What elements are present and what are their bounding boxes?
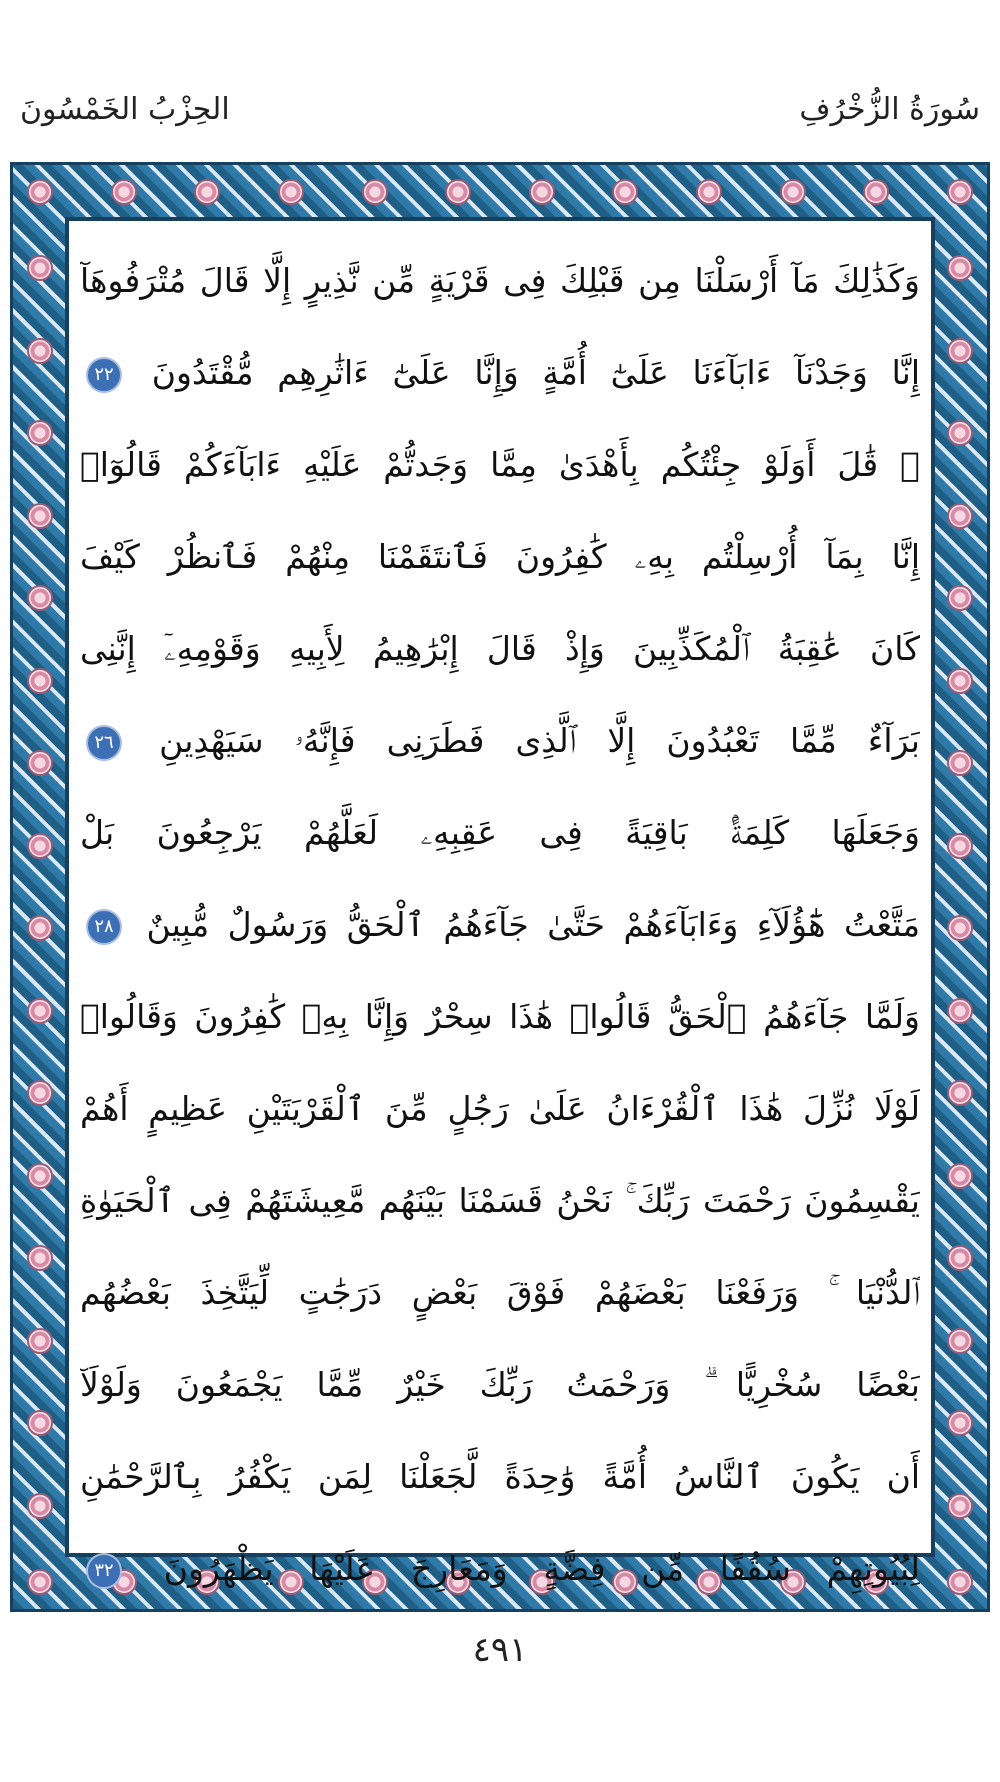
rosette-icon <box>947 503 973 529</box>
rosette-icon <box>947 585 973 611</box>
rosette-icon <box>27 179 53 205</box>
rosette-icon <box>27 750 53 776</box>
rosette-icon <box>947 750 973 776</box>
text-line: وَكَذَٰلِكَ مَآ أَرْسَلْنَا مِن قَبْلِكَ فِى قَرْيَةٍ مِّن نَّذِيرٍ إِلَّا قَالَ مُتْرَفُوهَآ <box>80 261 920 300</box>
rosette-icon <box>27 1080 53 1106</box>
rosette-icon <box>947 915 973 941</box>
rosette-icon <box>947 833 973 859</box>
text-line: بَعْضًا سُخْرِيًّا ۗ وَرَحْمَتُ رَبِّكَ خَيْرٌ مِّمَّا يَجْمَعُونَ وَلَوْلَآ <box>80 1365 920 1404</box>
text-line: مَتَّعْتُ هَٰٓؤُلَآءِ وَءَابَآءَهُمْ حَتَّىٰ جَآءَهُمُ ٱلْحَقُّ وَرَسُولٌ مُّبِينٌ ٢٨ <box>80 879 920 971</box>
rosette-icon <box>27 585 53 611</box>
rosette-icon <box>863 179 889 205</box>
rosette-icon <box>27 420 53 446</box>
top-rosette-row <box>27 179 973 205</box>
text-line: إِنَّا وَجَدْنَآ ءَابَآءَنَا عَلَىٰٓ أُمَّةٍ وَإِنَّا عَلَىٰٓ ءَاثَٰرِهِم مُّقْتَدُونَ ٢٢ <box>80 327 920 419</box>
rosette-icon <box>27 915 53 941</box>
rosette-icon <box>27 833 53 859</box>
ayah-number-marker: ٢٢ <box>86 357 122 393</box>
rosette-icon <box>696 179 722 205</box>
rosette-icon <box>947 1569 973 1595</box>
text-line: لَوْلَا نُزِّلَ هَٰذَا ٱلْقُرْءَانُ عَلَىٰ رَجُلٍ مِّنَ ٱلْقَرْيَتَيْنِ عَظِيمٍ أَهُمْ <box>80 1089 920 1128</box>
rosette-icon <box>947 1163 973 1189</box>
text-line: لِبُيُوتِهِمْ سُقُفًا مِّن فِضَّةٍ وَمَعَارِجَ عَلَيْهَا يَظْهَرُونَ ٣٢ <box>80 1523 920 1615</box>
rosette-icon <box>194 179 220 205</box>
rosette-icon <box>27 503 53 529</box>
right-rosette-column <box>947 255 973 1519</box>
ayah-number-marker: ٢٨ <box>86 909 122 945</box>
rosette-icon <box>947 1080 973 1106</box>
rosette-icon <box>27 1493 53 1519</box>
rosette-icon <box>947 1328 973 1354</box>
rosette-icon <box>612 179 638 205</box>
text-line: بَرَآءٌ مِّمَّا تَعْبُدُونَ إِلَّا ٱلَّذِى فَطَرَنِى فَإِنَّهُۥ سَيَهْدِينِ ٢٦ <box>80 695 920 787</box>
rosette-icon <box>947 1245 973 1271</box>
rosette-icon <box>445 179 471 205</box>
text-line: ٱلدُّنْيَا ۚ وَرَفَعْنَا بَعْضَهُمْ فَوْقَ بَعْضٍ دَرَجَٰتٍ لِّيَتَّخِذَ بَعْضُهُم <box>80 1273 920 1312</box>
text-line: أَن يَكُونَ ٱلنَّاسُ أُمَّةً وَٰحِدَةً لَّجَعَلْنَا لِمَن يَكْفُرُ بِٱلرَّحْمَٰنِ <box>80 1457 920 1496</box>
rosette-icon <box>278 179 304 205</box>
text-line: كَانَ عَٰقِبَةُ ٱلْمُكَذِّبِينَ وَإِذْ قَالَ إِبْرَٰهِيمُ لِأَبِيهِ وَقَوْمِهِۦٓ إِنَّنِى <box>80 629 920 668</box>
rosette-icon <box>27 1245 53 1271</box>
rosette-icon <box>27 668 53 694</box>
page-number: ٤٩١ <box>472 1630 528 1670</box>
rosette-icon <box>27 998 53 1024</box>
ayah-number-marker: ٣٢ <box>86 1553 122 1589</box>
surah-title: سُورَةُ الزُّخْرُفِ <box>799 92 980 127</box>
rosette-icon <box>111 179 137 205</box>
left-rosette-column <box>27 255 53 1519</box>
rosette-icon <box>947 998 973 1024</box>
text-line: يَقْسِمُونَ رَحْمَتَ رَبِّكَ ۚ نَحْنُ قَسَمْنَا بَيْنَهُم مَّعِيشَتَهُمْ فِى ٱلْحَيَوٰةِ <box>80 1181 920 1220</box>
rosette-icon <box>780 179 806 205</box>
rosette-icon <box>947 420 973 446</box>
rosette-icon <box>27 1163 53 1189</box>
rosette-icon <box>947 338 973 364</box>
rosette-icon <box>947 1493 973 1519</box>
text-line: إِنَّا بِمَآ أُرْسِلْتُم بِهِۦ كَٰفِرُونَ فَٱنتَقَمْنَا مِنْهُمْ فَٱنظُرْ كَيْفَ <box>80 537 920 576</box>
rosette-icon <box>362 179 388 205</box>
text-line: وَلَمَّا جَآءَهُمُ ٱلْحَقُّ قَالُوا۟ هَٰذَا سِحْرٌ وَإِنَّا بِهِۦ كَٰفِرُونَ وَقَالُوا۟ <box>80 997 920 1036</box>
text-line: وَجَعَلَهَا كَلِمَةًۢ بَاقِيَةً فِى عَقِبِهِۦ لَعَلَّهُمْ يَرْجِعُونَ بَلْ <box>80 813 920 852</box>
rosette-icon <box>947 1410 973 1436</box>
rosette-icon <box>947 179 973 205</box>
rosette-icon <box>27 1410 53 1436</box>
rosette-icon <box>947 668 973 694</box>
hizb-label: الحِزْبُ الخَمْسُونَ <box>20 92 230 127</box>
rosette-icon <box>27 255 53 281</box>
page-header <box>20 92 980 142</box>
rosette-icon <box>27 338 53 364</box>
rosette-icon <box>947 255 973 281</box>
quran-text-block <box>80 235 920 1615</box>
ayah-number-marker: ٢٦ <box>86 725 122 761</box>
rosette-icon <box>27 1328 53 1354</box>
rosette-icon <box>27 1569 53 1595</box>
rosette-icon <box>529 179 555 205</box>
text-line: ۞ قَٰلَ أَوَلَوْ جِئْتُكُم بِأَهْدَىٰ مِمَّا وَجَدتُّمْ عَلَيْهِ ءَابَآءَكُمْ قَالُوٓا۟ <box>80 445 920 484</box>
